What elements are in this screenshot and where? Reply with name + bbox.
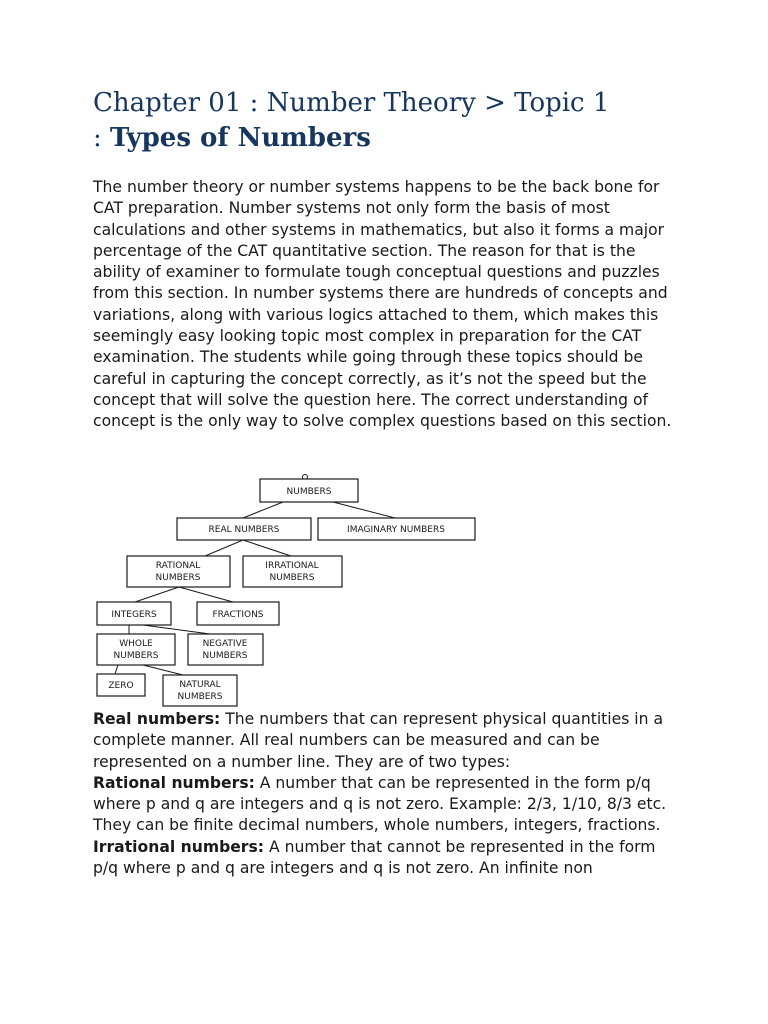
node-zero-label: ZERO bbox=[108, 681, 134, 691]
node-fractions-label: FRACTIONS bbox=[212, 610, 264, 620]
title-bold: Types of Numbers bbox=[110, 123, 371, 153]
edge-rational-integers bbox=[135, 587, 179, 602]
number-types-diagram bbox=[93, 470, 493, 710]
node-natural-line1: NATURAL bbox=[179, 680, 221, 690]
real-numbers-definition bbox=[93, 709, 683, 773]
rational-numbers-term: Rational numbers: bbox=[93, 773, 255, 792]
real-numbers-term: Real numbers: bbox=[93, 710, 221, 728]
intro-paragraph: The number theory or number systems happens to be the back bone for CAT preparation. Number systems not only form the basis of most calculations and other systems in mathematics, but also it forms a major percentage of the CAT quantitative section. The reason for that is the ability of examiner to formulate tough conceptual questions and puzzles from this section. In number systems there are hundreds of concepts and variations, along with various logics attached to them, which makes this seemingly easy looking topic most complex in preparation for the CAT examination. The students while going through these topics should be careful in capturing the concept correctly, as it’s not the speed but the concept that will solve the question here. The correct understanding of concept is the only way to solve complex questions based on this section. bbox=[93, 178, 672, 431]
edge-real-irrational bbox=[243, 540, 291, 556]
real-numbers-text: The numbers that can represent physical quantities in a complete manner. All real numbers can be measured and can be represented on a number line. They are of two types: bbox=[93, 710, 664, 771]
edge-whole-natural bbox=[143, 665, 183, 675]
rational-numbers-text: A number that can be represented in the form p/q where p and q are integers and q is not zero. Example: 2/3, 1/10, 8/3 etc. They can be finite decimal numbers, whole numbers, integers, fractions. bbox=[93, 773, 667, 835]
page-title bbox=[93, 86, 653, 156]
edge-rational-fractions bbox=[179, 587, 233, 602]
irrational-numbers-definition bbox=[93, 837, 683, 880]
node-real-numbers-label: REAL NUMBERS bbox=[208, 525, 280, 535]
node-rational-line2: NUMBERS bbox=[155, 573, 201, 583]
node-irrational-line1: IRRATIONAL bbox=[265, 561, 319, 571]
definitions-section bbox=[93, 709, 683, 879]
node-imaginary-numbers-label: IMAGINARY NUMBERS bbox=[347, 525, 445, 535]
node-rational-line1: RATIONAL bbox=[155, 561, 201, 571]
edge-numbers-real bbox=[243, 502, 283, 518]
edge-real-rational bbox=[205, 540, 243, 556]
edge-whole-zero bbox=[115, 665, 118, 674]
node-negative-line1: NEGATIVE bbox=[202, 639, 248, 649]
rational-numbers-definition bbox=[93, 773, 683, 837]
title-separator: : bbox=[93, 123, 102, 153]
irrational-numbers-text: A number that cannot be represented in the form p/q where p and q are integers and q is not zero. An infinite non bbox=[93, 837, 656, 878]
node-irrational-line2: NUMBERS bbox=[269, 573, 315, 583]
edge-numbers-imaginary bbox=[333, 502, 395, 518]
node-integers-label: INTEGERS bbox=[111, 610, 157, 620]
node-whole-line2: NUMBERS bbox=[113, 651, 159, 661]
title-prefix: Chapter 01 : Number Theory > Topic 1 bbox=[93, 88, 610, 118]
diagram-svg bbox=[93, 470, 493, 710]
node-numbers-label: NUMBERS bbox=[286, 487, 332, 497]
node-whole-line1: WHOLE bbox=[119, 639, 153, 649]
node-negative-line2: NUMBERS bbox=[202, 651, 248, 661]
node-natural-line2: NUMBERS bbox=[177, 692, 223, 702]
irrational-numbers-term: Irrational numbers: bbox=[93, 837, 265, 856]
